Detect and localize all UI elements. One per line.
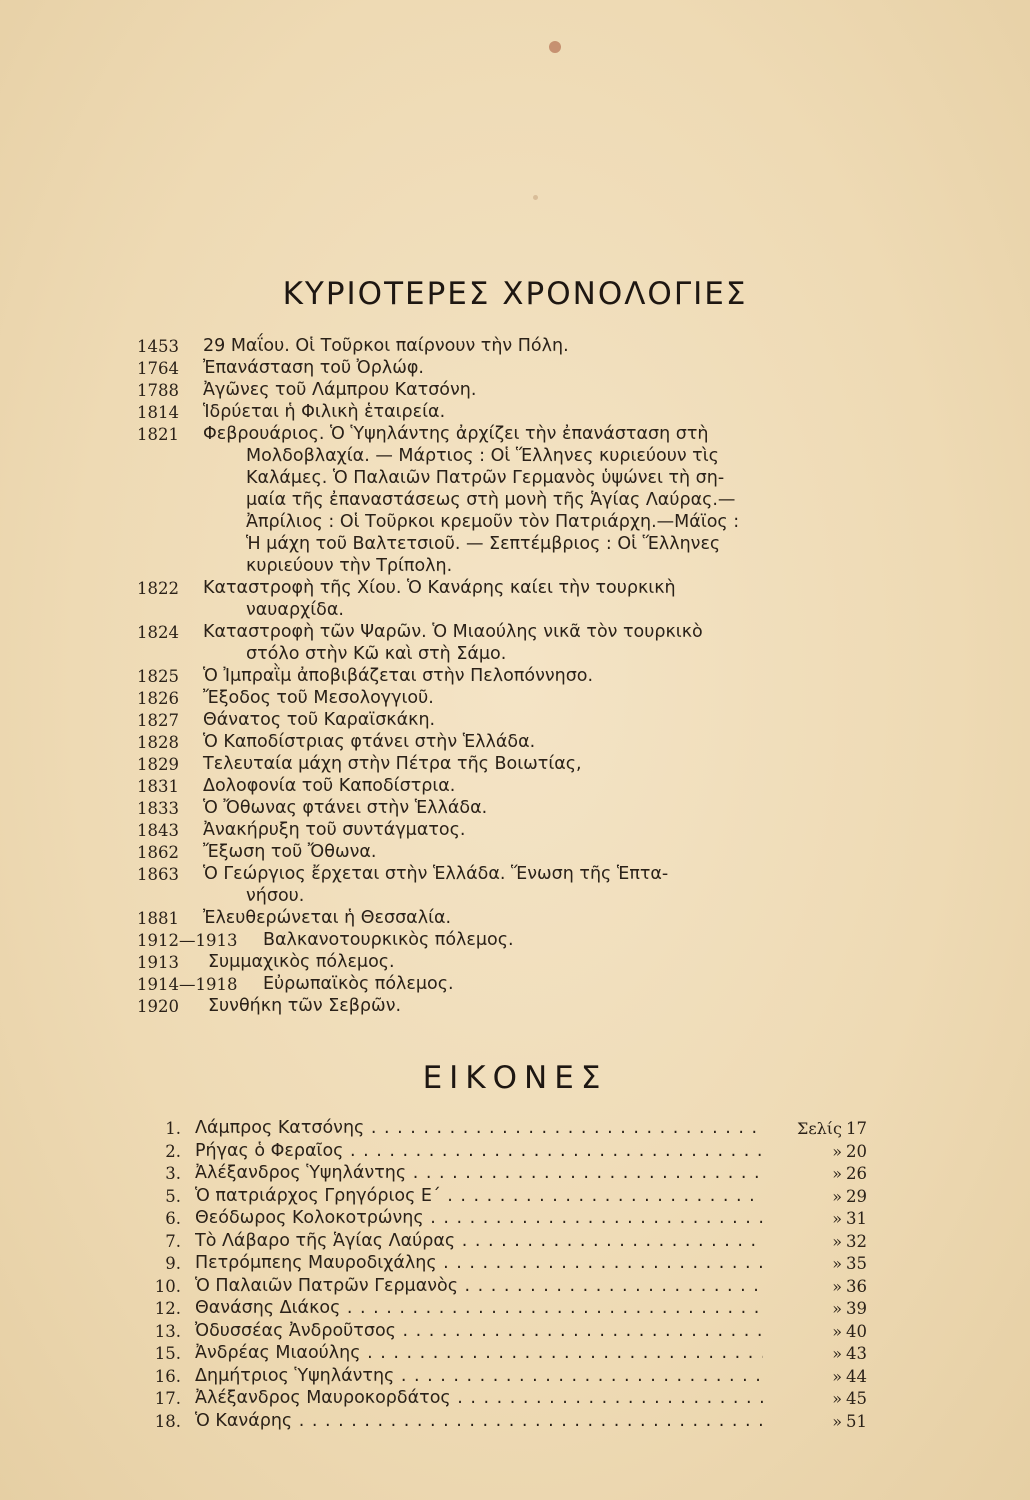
figure-title: Θεόδωρος Κολοκοτρώνης . . .	[195, 1208, 763, 1228]
figure-title: Δημήτριος Ὑψηλάντης . . .	[195, 1366, 763, 1386]
chronology-text: Θάνατος τοῦ Καραϊσκάκη.	[203, 710, 436, 730]
chronology-year: 1913	[137, 953, 179, 972]
figure-page: 51	[846, 1411, 867, 1431]
ditto-mark: »	[832, 1321, 842, 1341]
figure-row	[0, 1231, 1030, 1254]
figure-number: 12.	[154, 1299, 181, 1318]
chronology-row	[0, 336, 1030, 358]
figures-list	[0, 1118, 1030, 1433]
chronology-text: Ἀπρίλιος : Οἱ Τοῦρκοι κρεμοῦν τὸν Πατριάρχη.—Μάϊος :	[246, 512, 740, 532]
figure-row	[0, 1141, 1030, 1164]
chronology-year: 1863	[137, 865, 179, 884]
chronology-row	[0, 710, 1030, 732]
chronology-text: Ὁ Γεώργιος ἔρχεται στὴν Ἑλλάδα. Ἕνωση τῆς Ἑπτα-	[203, 864, 669, 884]
chronology-text: Ἀνακήρυξη τοῦ συντάγματος.	[203, 820, 466, 840]
chronology-year: 1453	[137, 337, 179, 356]
figure-row	[0, 1343, 1030, 1366]
chronology-year: 1912—1913	[137, 931, 238, 950]
figure-page: 17	[846, 1119, 867, 1138]
chronology-text: στόλο στὴν Κῶ καὶ στὴ Σάμο.	[246, 644, 507, 664]
figure-number: 18.	[154, 1411, 181, 1431]
figure-number: 16.	[154, 1366, 181, 1386]
ditto-mark: »	[832, 1366, 842, 1386]
chronology-text: Ἀγῶνες τοῦ Λάμπρου Κατσόνη.	[203, 380, 477, 400]
figure-title: Ὁ Παλαιῶν Πατρῶν Γερμανὸς . . .	[195, 1276, 763, 1296]
chronology-row	[0, 798, 1030, 820]
chronology-row	[0, 380, 1030, 402]
figure-title: Ὁ πατριάρχος Γρηγόριος Ε΄ . . .	[195, 1186, 763, 1206]
chronology-row	[0, 490, 1030, 512]
chronology-row	[0, 446, 1030, 468]
chronology-text: ναυαρχίδα.	[246, 600, 344, 620]
chronology-text: Καταστροφὴ τῆς Χίου. Ὁ Κανάρης καίει τὴν τουρκικὴ	[203, 578, 676, 598]
chronology-text: Δολοφονία τοῦ Καποδίστρια.	[203, 776, 456, 796]
figure-page: 35	[846, 1254, 867, 1273]
figure-page: 29	[846, 1186, 867, 1206]
chronology-row	[0, 468, 1030, 490]
chronology-text: νήσου.	[246, 886, 305, 906]
chronology-text: Καλάμες. Ὁ Παλαιῶν Πατρῶν Γερμανὸς ὑψώνει τὴ ση-	[246, 468, 725, 488]
figure-page: 32	[846, 1231, 867, 1251]
chronology-row	[0, 688, 1030, 710]
chronology-row	[0, 578, 1030, 600]
chronology-year: 1822	[137, 579, 179, 598]
figure-row	[0, 1388, 1030, 1411]
figure-page: 31	[846, 1209, 867, 1228]
chronology-row	[0, 732, 1030, 754]
chronology-year: 1764	[137, 359, 179, 378]
figure-number: 9.	[165, 1254, 181, 1273]
chronology-text: Καταστροφὴ τῶν Ψαρῶν. Ὁ Μιαούλης νικᾶ τὸν τουρκικὸ	[203, 622, 703, 642]
chronology-text: Ὁ Ἰμπραῒμ ἀποβιβάζεται στὴν Πελοπόννησο.	[203, 666, 594, 686]
chronology-text: Ἐλευθερώνεται ἡ Θεσσαλία.	[203, 908, 452, 928]
figure-number: 3.	[165, 1164, 181, 1183]
figure-page: 40	[846, 1321, 867, 1341]
figure-number: 15.	[154, 1344, 181, 1363]
chronology-row	[0, 842, 1030, 864]
figure-page: 26	[846, 1164, 867, 1183]
chronology-row	[0, 512, 1030, 534]
chronology-row	[0, 930, 1030, 952]
chronology-text: μαία τῆς ἐπαναστάσεως στὴ μονὴ τῆς Ἁγίας Λαύρας.—	[246, 490, 736, 510]
ditto-mark: »	[832, 1141, 842, 1161]
chronology-row	[0, 622, 1030, 644]
chronology-row	[0, 358, 1030, 380]
chronology-row	[0, 864, 1030, 886]
chronology-row	[0, 996, 1030, 1018]
figure-page: 43	[846, 1344, 867, 1363]
figure-page: 36	[846, 1276, 867, 1296]
figure-row	[0, 1298, 1030, 1321]
chronology-text: Μολδοβλαχία. — Μάρτιος : Οἱ Ἕλληνες κυριεύουν τὶς	[246, 446, 719, 466]
chronology-row	[0, 556, 1030, 578]
ditto-mark: »	[832, 1164, 842, 1183]
chronology-year: 1829	[137, 755, 179, 774]
figure-row	[0, 1276, 1030, 1299]
ditto-mark: »	[832, 1209, 842, 1228]
chronology-year: 1828	[137, 733, 179, 752]
figure-title: Ἀλέξανδρος Ὑψηλάντης . . .	[195, 1163, 763, 1183]
figure-number: 1.	[165, 1119, 181, 1138]
figure-number: 13.	[154, 1321, 181, 1341]
chronology-title: ΚΥΡΙΟΤΕΡΕΣ ΧΡΟΝΟΛΟΓΙΕΣ	[282, 276, 748, 312]
figure-title: Ρήγας ὁ Φεραῖος . . .	[195, 1141, 763, 1161]
chronology-row	[0, 974, 1030, 996]
ditto-mark: »	[832, 1231, 842, 1251]
chronology-year: 1862	[137, 843, 179, 862]
figure-row	[0, 1186, 1030, 1209]
chronology-year: 1814	[137, 403, 179, 422]
ditto-mark: »	[832, 1389, 842, 1408]
chronology-year: 1843	[137, 821, 179, 840]
chronology-year: 1825	[137, 667, 179, 686]
figure-page: 20	[846, 1141, 867, 1161]
figure-number: 7.	[165, 1231, 181, 1251]
chronology-year: 1821	[137, 425, 179, 444]
figure-title: Πετρόμπεης Μαυροδιχάλης . . .	[195, 1253, 763, 1273]
chronology-text: Συμμαχικὸς πόλεμος.	[208, 952, 395, 972]
chronology-year: 1788	[137, 381, 179, 400]
chronology-row	[0, 600, 1030, 622]
figure-row	[0, 1118, 1030, 1141]
chronology-year: 1824	[137, 623, 179, 642]
chronology-text: κυριεύουν τὴν Τρίπολη.	[246, 556, 453, 576]
chronology-text: Ὁ Ὄθωνας φτάνει στὴν Ἑλλάδα.	[203, 798, 488, 818]
chronology-list	[0, 336, 1030, 1018]
ditto-mark: »	[832, 1299, 842, 1318]
figure-title: Ἀλέξανδρος Μαυροκορδάτος . . .	[195, 1388, 763, 1408]
chronology-text: Ἱδρύεται ἡ Φιλικὴ ἑταιρεία.	[203, 402, 446, 422]
ditto-mark: »	[832, 1344, 842, 1363]
figure-row	[0, 1321, 1030, 1344]
chronology-text: Εὐρωπαϊκὸς πόλεμος.	[263, 974, 454, 994]
chronology-row	[0, 534, 1030, 556]
chronology-year: 1881	[137, 909, 179, 928]
ditto-mark: »	[832, 1276, 842, 1296]
chronology-text: Βαλκανοτουρκικὸς πόλεμος.	[263, 930, 514, 950]
chronology-row	[0, 424, 1030, 446]
chronology-year: 1914—1918	[137, 975, 238, 994]
figure-row	[0, 1208, 1030, 1231]
ditto-mark: »	[832, 1254, 842, 1273]
chronology-text: Συνθήκη τῶν Σεβρῶν.	[208, 996, 402, 1016]
page-label: Σελίς	[797, 1119, 842, 1138]
figure-title: Τὸ Λάβαρο τῆς Ἁγίας Λαύρας . . .	[195, 1231, 763, 1251]
chronology-row	[0, 666, 1030, 688]
figure-number: 10.	[154, 1276, 181, 1296]
chronology-year: 1831	[137, 777, 179, 796]
chronology-text: 29 Μαΐου. Οἱ Τοῦρκοι παίρνουν τὴν Πόλη.	[203, 336, 569, 356]
chronology-text: Ἐπανάσταση τοῦ Ὀρλώφ.	[203, 358, 424, 378]
chronology-row	[0, 644, 1030, 666]
chronology-text: Ἔξωση τοῦ Ὄθωνα.	[203, 842, 377, 862]
figure-number: 5.	[165, 1186, 181, 1206]
figure-page: 39	[846, 1299, 867, 1318]
chronology-year: 1833	[137, 799, 179, 818]
figure-title: Θανάσης Διάκος . . .	[195, 1298, 763, 1318]
figure-row	[0, 1366, 1030, 1389]
chronology-row	[0, 908, 1030, 930]
chronology-text: Ἔξοδος τοῦ Μεσολογγιοῦ.	[203, 688, 434, 708]
chronology-row	[0, 952, 1030, 974]
figure-number: 6.	[165, 1209, 181, 1228]
ditto-mark: »	[832, 1411, 842, 1431]
chronology-row	[0, 754, 1030, 776]
figures-title: ΕΙΚΟΝΕΣ	[422, 1060, 608, 1096]
figure-number: 17.	[154, 1389, 181, 1408]
figure-row	[0, 1253, 1030, 1276]
chronology-row	[0, 820, 1030, 842]
chronology-text: Ὁ Καποδίστριας φτάνει στὴν Ἑλλάδα.	[203, 732, 536, 752]
figure-title: Ὀδυσσέας Ἀνδροῦτσος . . .	[195, 1321, 763, 1341]
figure-title: Λάμπρος Κατσόνης . . .	[195, 1118, 763, 1138]
figure-row	[0, 1163, 1030, 1186]
chronology-row	[0, 402, 1030, 424]
chronology-year: 1827	[137, 711, 179, 730]
chronology-text: Φεβρουάριος. Ὁ Ὑψηλάντης ἀρχίζει τὴν ἐπανάσταση στὴ	[203, 424, 709, 444]
paper-speck	[533, 195, 538, 200]
figure-title: Ὁ Κανάρης . . .	[195, 1411, 763, 1431]
ink-stain	[549, 41, 561, 53]
ditto-mark: »	[832, 1186, 842, 1206]
figure-number: 2.	[165, 1141, 181, 1161]
chronology-row	[0, 886, 1030, 908]
figure-page: 44	[846, 1366, 867, 1386]
figure-row	[0, 1411, 1030, 1434]
figure-title: Ἀνδρέας Μιαούλης . . .	[195, 1343, 763, 1363]
figure-page: 45	[846, 1389, 867, 1408]
chronology-text: Τελευταία μάχη στὴν Πέτρα τῆς Βοιωτίας,	[203, 754, 582, 774]
chronology-text: Ἡ μάχη τοῦ Βαλτετσιοῦ. — Σεπτέμβριος : Οἱ Ἕλληνες	[246, 534, 721, 554]
chronology-year: 1826	[137, 689, 179, 708]
chronology-year: 1920	[137, 997, 179, 1016]
chronology-row	[0, 776, 1030, 798]
